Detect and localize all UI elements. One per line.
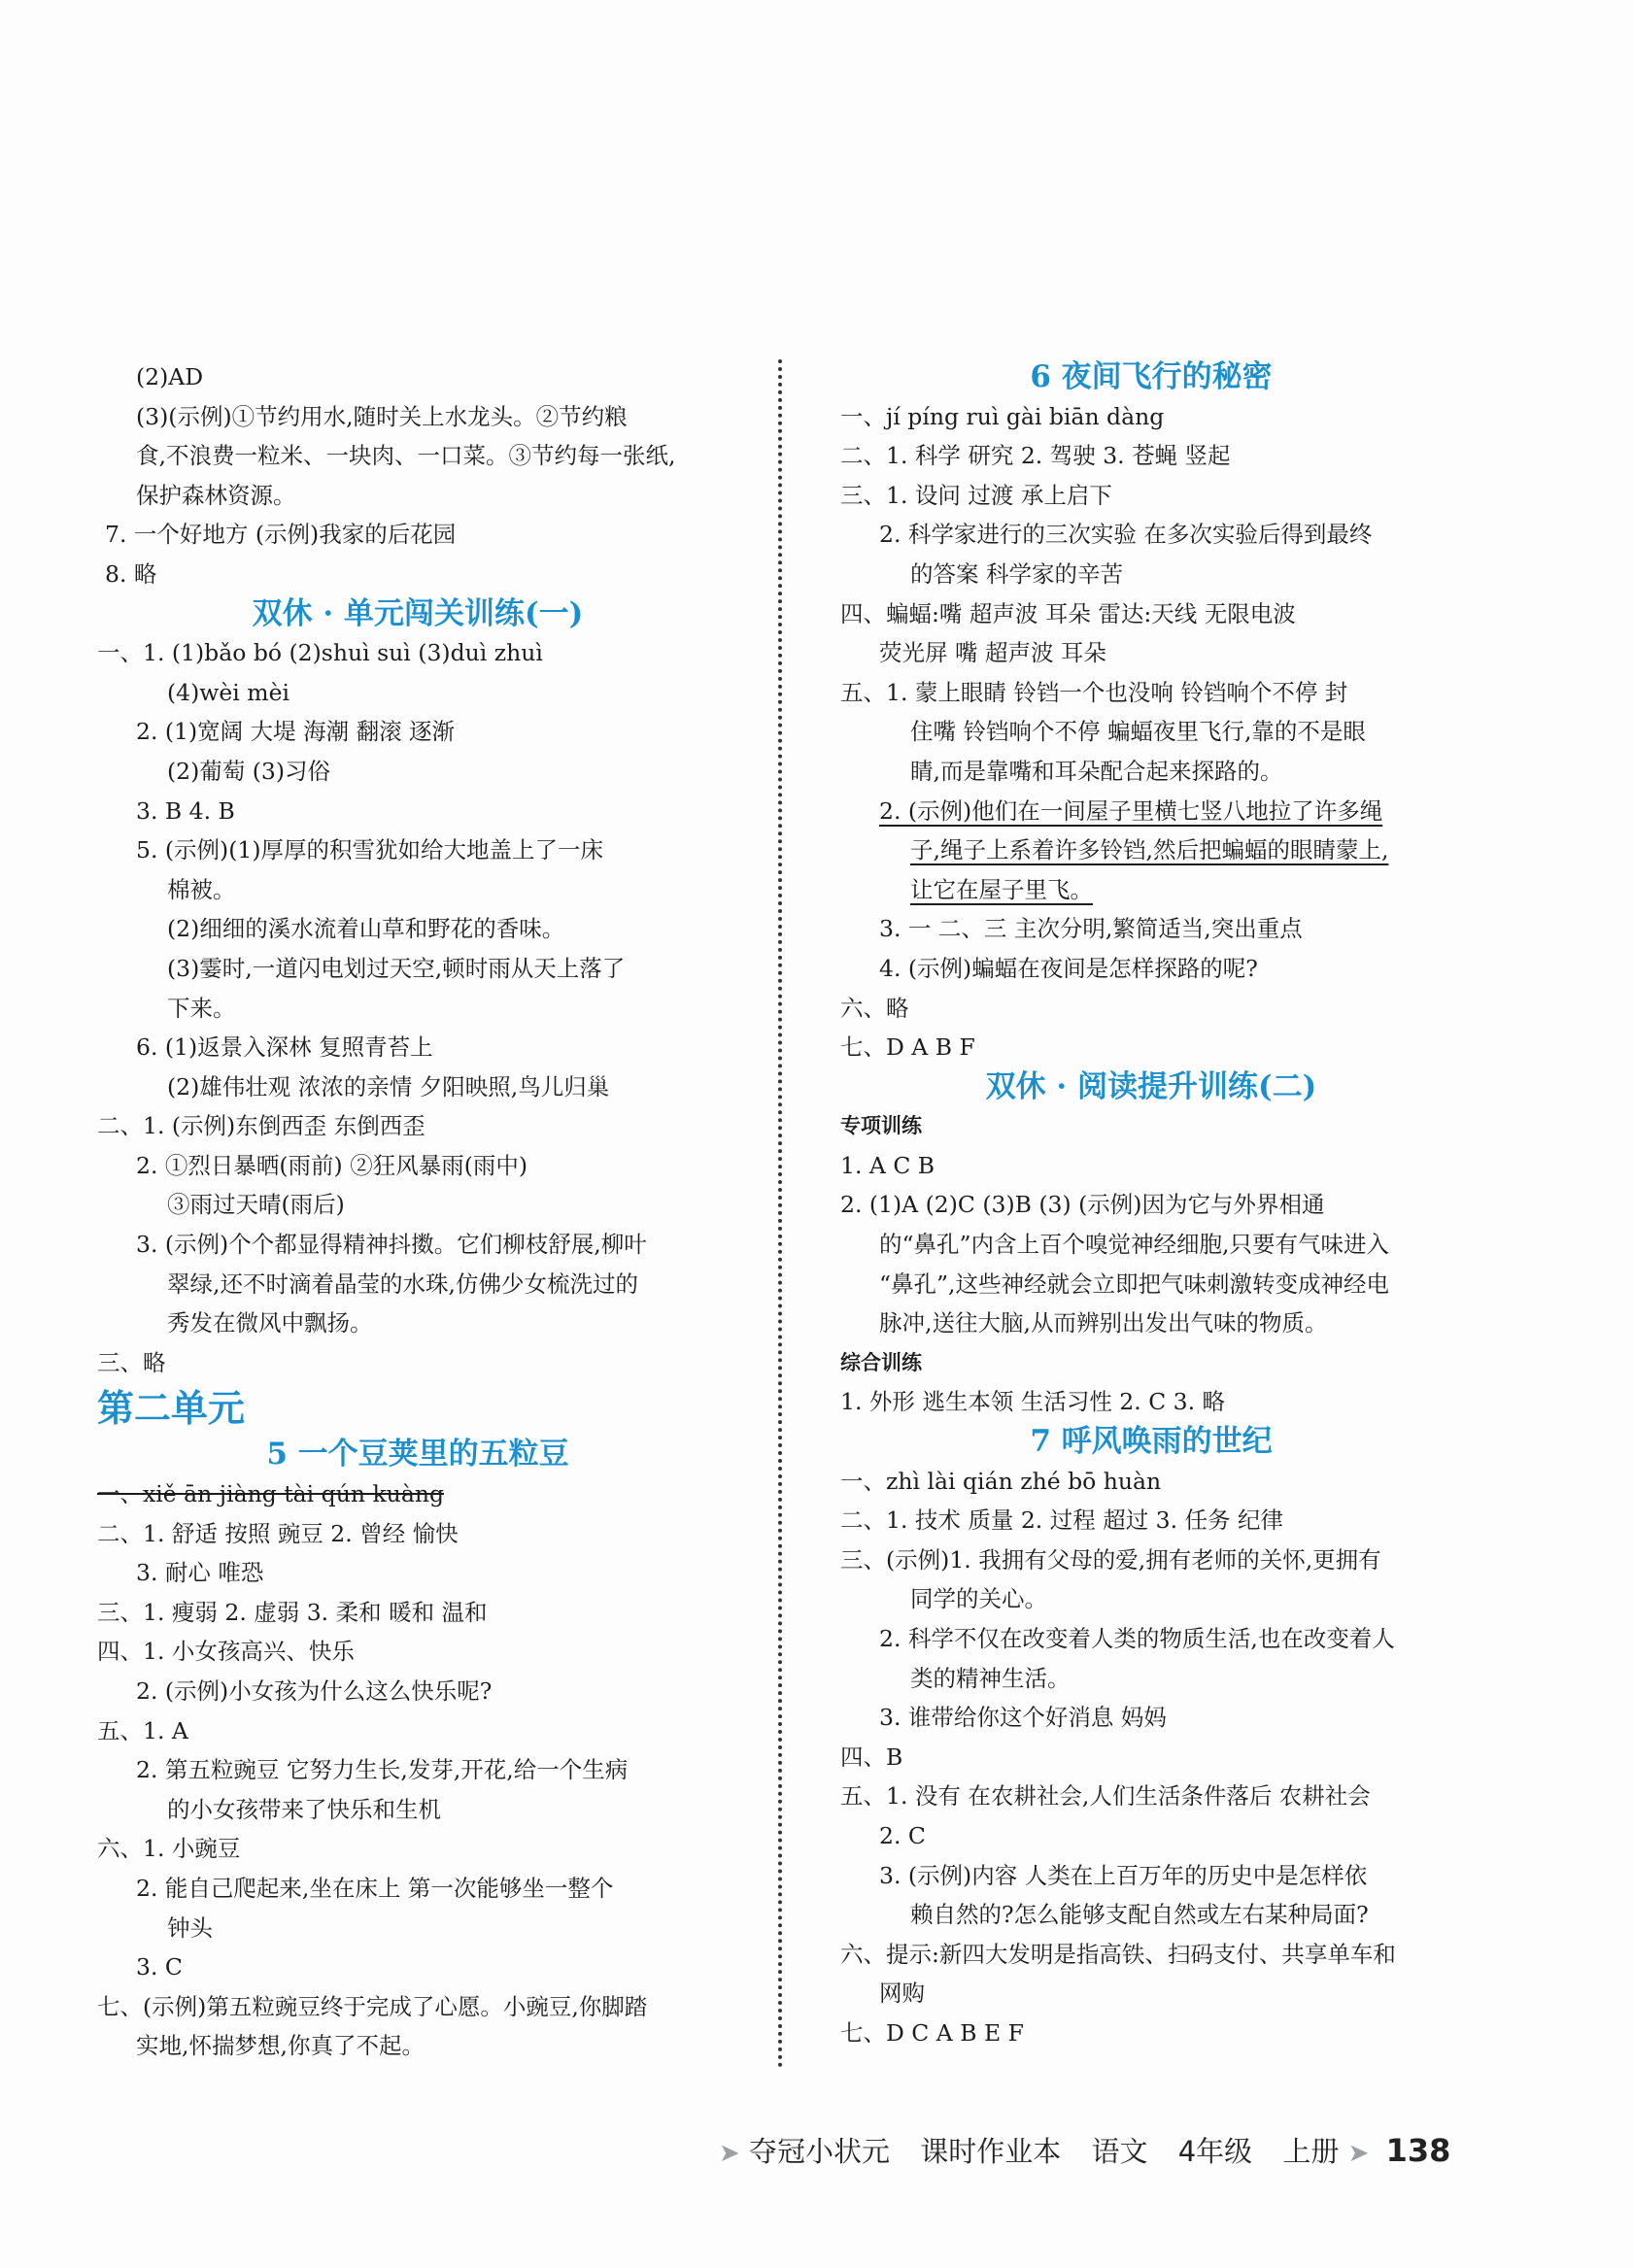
answer-line: 7. 一个好地方 (示例)我家的后花园 [105,521,457,549]
answer-line: 2. (1)宽阔 大堤 海潮 翻滚 逐渐 [136,718,456,746]
answer-line: 2. (示例)他们在一间屋子里横七竖八地拉了许多绳 [879,796,1383,825]
answer-line: 2. C [879,1821,926,1849]
answer-line: 三、1. 设问 过渡 承上启下 [840,481,1112,509]
answer-line: 4. (示例)蝙蝠在夜间是怎样探路的呢? [879,954,1258,982]
answer-line: 的“鼻孔”内含上百个嗅觉神经细胞,只要有气味进入 [879,1231,1389,1259]
answer-line: (2)细细的溪水流着山草和野花的香味。 [167,915,565,943]
answer-line: 2. ①烈日暴晒(雨前) ②狂风暴雨(雨中) [136,1151,528,1179]
arrow-icon: ➤ [1347,2139,1370,2168]
left-column [97,357,719,2066]
answer-line: 网购 [879,1980,925,2008]
column-divider [778,359,782,2069]
footer-brand: 夺冠小状元 [749,2135,891,2168]
answer-line: 1. A C B [840,1151,936,1179]
answer-line: 3. 耐心 唯恐 [136,1559,264,1587]
answer-line: 食,不浪费一粒米、一块肉、一口菜。③节约每一张纸, [136,442,676,470]
answer-line: 五、1. A [97,1716,188,1744]
answer-line: 四、蝙蝠:嘴 超声波 耳朵 雷达:天线 无限电波 [840,599,1296,627]
answer-line: 实地,怀揣梦想,你真了不起。 [136,2032,425,2060]
answer-line: 四、1. 小女孩高兴、快乐 [97,1638,355,1666]
arrow-icon: ➤ [719,2139,740,2168]
answer-line: (2)葡萄 (3)习俗 [167,757,331,785]
answer-line: ③雨过天晴(雨后) [167,1191,345,1219]
answer-line: 3. (示例)个个都显得精神抖擞。它们柳枝舒展,柳叶 [136,1231,647,1259]
answer-line: 综合训练 [840,1350,922,1374]
answer-line: 脉冲,送往大脑,从而辨别出发出气味的物质。 [879,1309,1328,1337]
answer-line: 5 一个豆荚里的五粒豆 [266,1437,569,1473]
answer-line: 2. (示例)小女孩为什么这么快乐呢? [136,1677,493,1705]
answer-line: 下来。 [167,994,236,1022]
answer-line: 2. 第五粒豌豆 它努力生长,发芽,开花,给一个生病 [136,1756,629,1784]
answer-line: 一、1. (1)bǎo bó (2)shuì suì (3)duì zhuì [97,639,543,667]
answer-line: 3. B 4. B [136,796,235,825]
answer-line: 7 呼风唤雨的世纪 [1030,1424,1273,1460]
answer-line: 六、提示:新四大发明是指高铁、扫码支付、共享单车和 [840,1940,1396,1968]
answer-line: 棉被。 [167,875,236,903]
answer-line: 第二单元 [97,1386,246,1431]
answer-line: “鼻孔”,这些神经就会立即把气味刺激转变成神经电 [879,1269,1389,1298]
answer-line: 双休 · 单元闯关训练(一) [252,595,584,631]
answer-line: 一、zhì lài qián zhé bō huàn [840,1467,1162,1495]
answer-line: (3)(示例)①节约用水,随时关上水龙头。②节约粮 [136,402,628,430]
answer-line: 二、1. 技术 质量 2. 过程 超过 3. 任务 纪律 [840,1506,1284,1535]
answer-line: 同学的关心。 [910,1585,1047,1613]
footer-book: 课时作业本 [920,2135,1062,2168]
footer-term: 上册 [1282,2135,1340,2168]
answer-line: 3. 一 二、三 主次分明,繁简适当,突出重点 [879,915,1303,943]
answer-line: (2)雄伟壮观 浓浓的亲情 夕阳映照,鸟儿归巢 [167,1072,610,1100]
answer-line: 三、略 [97,1348,166,1376]
answer-line: 二、1. 科学 研究 2. 驾驶 3. 苍蝇 竖起 [840,442,1231,470]
answer-line: 6 夜间飞行的秘密 [1030,359,1273,394]
right-column [840,357,1462,2053]
answer-line: 七、D A B F [840,1033,975,1062]
answer-line: (3)霎时,一道闪电划过天空,顿时雨从天上落了 [167,954,626,982]
answer-line: 五、1. 没有 在农耕社会,人们生活条件落后 农耕社会 [840,1782,1371,1811]
answer-line: 类的精神生活。 [910,1664,1071,1692]
answer-line: 1. 外形 逃生本领 生活习性 2. C 3. 略 [840,1388,1226,1416]
answer-line: 8. 略 [105,559,157,588]
answer-line: 3. 谁带给你这个好消息 妈妈 [879,1704,1167,1732]
answer-line: 七、(示例)第五粒豌豆终于完成了心愿。小豌豆,你脚踏 [97,1992,648,2020]
answer-line: 的答案 科学家的辛苦 [910,559,1123,588]
answer-line: (2)AD [136,363,204,390]
answer-line: 三、(示例)1. 我拥有父母的爱,拥有老师的关怀,更拥有 [840,1545,1381,1574]
answer-line: 六、1. 小豌豆 [97,1835,241,1863]
answer-line: 5. (示例)(1)厚厚的积雪犹如给大地盖上了一床 [136,836,604,864]
answer-line: 一、xiě ān jiàng tài qún kuàng [97,1480,445,1508]
answer-line: 的小女孩带来了快乐和生机 [167,1795,441,1823]
answer-line: 住嘴 铃铛响个不停 蝙蝠夜里飞行,靠的不是眼 [910,718,1366,746]
answer-line: 3. C [136,1953,183,1981]
answer-line: 六、略 [840,994,909,1022]
answer-line: 二、1. 舒适 按照 豌豆 2. 曾经 愉快 [97,1519,459,1547]
answer-line: 七、D C A B E F [840,2018,1024,2047]
answer-line: 双休 · 阅读提升训练(二) [985,1068,1317,1104]
answer-line: 赖自然的?怎么能够支配自然或左右某种局面? [910,1901,1369,1929]
answer-line: 保护森林资源。 [136,481,296,509]
answer-line: 二、1. (示例)东倒西歪 东倒西歪 [97,1112,425,1140]
answer-line: 子,绳子上系着许多铃铛,然后把蝙蝠的眼睛蒙上, [910,836,1389,864]
answer-line: 五、1. 蒙上眼睛 铃铛一个也没响 铃铛响个不停 封 [840,678,1348,706]
answer-line: 荧光屏 嘴 超声波 耳朵 [879,639,1106,667]
answer-line: 四、B [840,1743,903,1771]
page-footer [719,2129,1450,2172]
answer-line: 2. 能自己爬起来,坐在床上 第一次能够坐一整个 [136,1874,614,1902]
answer-line: 秀发在微风中飘扬。 [167,1309,373,1337]
answer-line: (4)wèi mèi [167,678,290,706]
answer-line: 2. (1)A (2)C (3)B (3) (示例)因为它与外界相通 [840,1191,1325,1219]
answer-line: 2. 科学家进行的三次实验 在多次实验后得到最终 [879,521,1373,549]
answer-line: 三、1. 瘦弱 2. 虚弱 3. 柔和 暖和 温和 [97,1598,488,1626]
answer-line: 睛,而是靠嘴和耳朵配合起来探路的。 [910,757,1283,785]
answer-line: 翠绿,还不时滴着晶莹的水珠,仿佛少女梳洗过的 [167,1269,638,1298]
page-number: 138 [1385,2132,1451,2169]
answer-line: 一、jí píng ruì gài biān dàng [840,402,1165,430]
answer-line: 6. (1)返景入深林 复照青苔上 [136,1033,433,1062]
answer-line: 2. 科学不仅在改变着人类的物质生活,也在改变着人 [879,1625,1395,1652]
answer-line: 专项训练 [840,1114,922,1138]
answer-line: 让它在屋子里飞。 [910,875,1093,903]
footer-subject: 语文 [1091,2135,1148,2168]
answer-line: 3. (示例)内容 人类在上百万年的历史中是怎样依 [879,1861,1368,1889]
footer-grade: 4年级 [1177,2135,1253,2168]
answer-line: 钟头 [167,1913,213,1942]
